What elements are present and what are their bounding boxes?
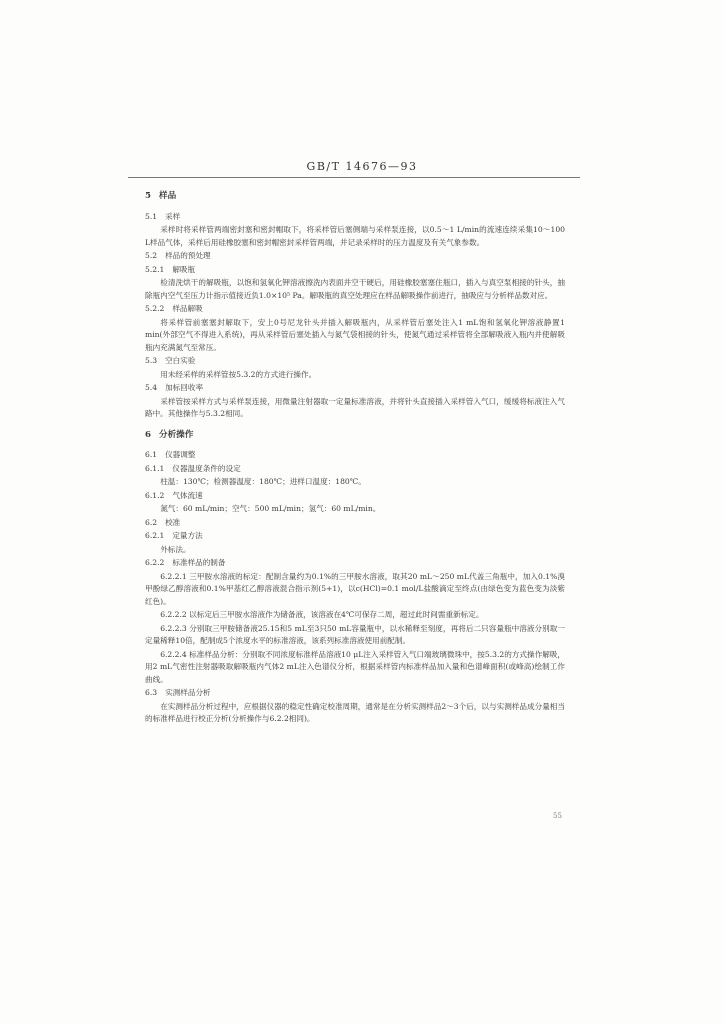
heading-number: 6.2.2 — [145, 558, 165, 567]
paragraph: 在实测样品分析过程中，应根据仪器的稳定性确定校准周期，通常是在分析实测样品2～3个后，以与实测样品成分量相当的标准样品进行校正分析(分析操作与6.2.2相同)。 — [145, 701, 565, 723]
page-number: 55 — [553, 812, 562, 820]
paragraph: 采样时将采样管两端密封塞和密封帽取下，将采样管后塞侧端与采样泵连接，以0.5～1 L/min的流速连续采集10～100 L样品气体，采样后用硅橡胶塞和密封帽密封采样管两端，并记录采样时的压力温度及有关气象参数。 — [145, 225, 565, 247]
heading-number: 5.3 — [145, 356, 158, 365]
heading-number: 6.2 — [145, 517, 158, 527]
paragraph: 外标法。 — [160, 544, 191, 554]
standard-header: GB/T 14676—93 — [306, 160, 418, 173]
subsection-heading — [145, 250, 565, 263]
clause-heading — [145, 557, 565, 570]
subsection-heading — [145, 355, 565, 368]
heading-text: 仪器调整 — [165, 450, 196, 459]
heading-text: 校准 — [165, 517, 181, 527]
heading-number: 6 — [145, 429, 151, 440]
clause-heading — [145, 490, 565, 503]
paragraph: 将采样管前塞塞封解取下，安上0号尼龙针头并插入解吸瓶内，从采样管后塞处注入1 mL饱和氢氧化钾溶液静置1 min(外部空气不得进入系统)，再从采样管后塞处插入与氮气袋相接的针头，使氮气通过采样管将全部解吸液入瓶内并使解吸瓶内充满氮气至常压。 — [145, 317, 565, 352]
heading-number: 5.2.1 — [145, 264, 165, 274]
heading-text: 气体流速 — [172, 490, 203, 500]
subsection-heading — [145, 382, 565, 395]
subsection-heading — [145, 517, 565, 530]
header-rule — [128, 177, 580, 178]
clause-heading — [145, 264, 565, 277]
clause-heading — [145, 303, 565, 316]
heading-text: 空白实验 — [165, 356, 196, 365]
heading-number: 6.1.2 — [145, 490, 165, 500]
paragraph: 6.2.2.1 三甲胺水溶液的标定：配制含量约为0.1%的三甲胺水溶液，取其20 mL～250 mL代盖三角瓶中，加入0.1%溴甲酚绿乙醇溶液和0.1%甲基红乙醇溶液混合指示剂(5+1)，以c(HCl)=0.1 mol/L盐酸滴定至终点(由绿色变为蓝色变为淡紫红色)。 — [145, 571, 565, 606]
heading-number: 5 — [145, 191, 151, 201]
heading-text: 解吸瓶 — [172, 264, 196, 274]
heading-text: 样品解吸 — [172, 304, 203, 313]
heading-number: 5.2 — [145, 251, 158, 260]
paragraph: 6.2.2.3 分别取三甲胺储备液25.15和5 mL至3只50 mL容量瓶中，以水稀释至刻度，再将后二只容量瓶中溶液分别取一定量稀释10倍，配制成5个浓度水平的标准溶液，该系列标准溶液使用前配制。 — [145, 623, 565, 645]
heading-number: 6.1 — [145, 450, 158, 459]
heading-text: 定量方法 — [172, 531, 203, 540]
heading-number: 5.4 — [145, 383, 158, 392]
heading-number: 5.1 — [145, 211, 158, 221]
subsection-heading — [145, 449, 565, 462]
paragraph: 柱温：130℃；检测器温度：180℃；进样口温度：180℃。 — [160, 477, 366, 486]
heading-number: 6.3 — [145, 688, 158, 697]
paragraph: 6.2.2.2 以标定后三甲胺水溶液作为储备液，该溶液在4℃可保存二周，超过此时间需重新标定。 — [160, 610, 484, 619]
heading-text: 采样 — [165, 211, 181, 221]
paragraph: 氮气：60 mL/min；空气：500 mL/min；氢气：60 mL/min。 — [160, 504, 381, 513]
heading-number: 5.2.2 — [145, 304, 165, 313]
paragraph: 6.2.2.4 标准样品分析：分别取不同浓度标准样品溶液10 μL注入采样管入气口端玻璃微珠中，按5.3.2的方式操作解吸，用2 mL气密性注射器吸取解吸瓶内气体2 mL注入色谱仪分析，根据采样管内标准样品加入量和色谱峰面积(或峰高)绘制工作曲线。 — [145, 649, 565, 684]
heading-text: 仪器温度条件的设定 — [172, 463, 241, 473]
section-heading — [145, 429, 565, 442]
heading-text: 样品 — [158, 191, 177, 201]
document-body — [145, 190, 565, 727]
paragraph: 用未经采样的采样管按5.3.2的方式进行操作。 — [160, 369, 317, 379]
clause-heading — [145, 463, 565, 476]
paragraph: 检清洗烘干的解吸瓶，以饱和氢氧化钾溶液擦洗内表面并空干硬后，用硅橡胶塞塞住瓶口，插入与真空泵相接的针头，抽除瓶内空气至压力计指示值接近负1.0×10⁵ Pa。解吸瓶的真空处理应在样品解吸操作前进行，抽吸应与分析样品数对应。 — [145, 278, 565, 300]
subsection-heading — [145, 687, 565, 700]
subsection-heading — [145, 211, 565, 224]
paragraph: 采样管按采样方式与采样泵连接，用微量注射器取一定量标准溶液，并将针头直接插入采样管入气口，缓缓将标液注入气路中。其他操作与5.3.2相同。 — [145, 396, 565, 418]
heading-text: 样品的预处理 — [165, 251, 211, 260]
heading-number: 6.2.1 — [145, 531, 165, 540]
clause-heading — [145, 530, 565, 543]
heading-text: 实测样品分析 — [165, 688, 211, 697]
heading-text: 加标回收率 — [165, 383, 204, 392]
section-heading — [145, 190, 565, 203]
heading-text: 标准样品的制备 — [172, 558, 226, 567]
heading-number: 6.1.1 — [145, 463, 165, 473]
heading-text: 分析操作 — [158, 429, 194, 440]
